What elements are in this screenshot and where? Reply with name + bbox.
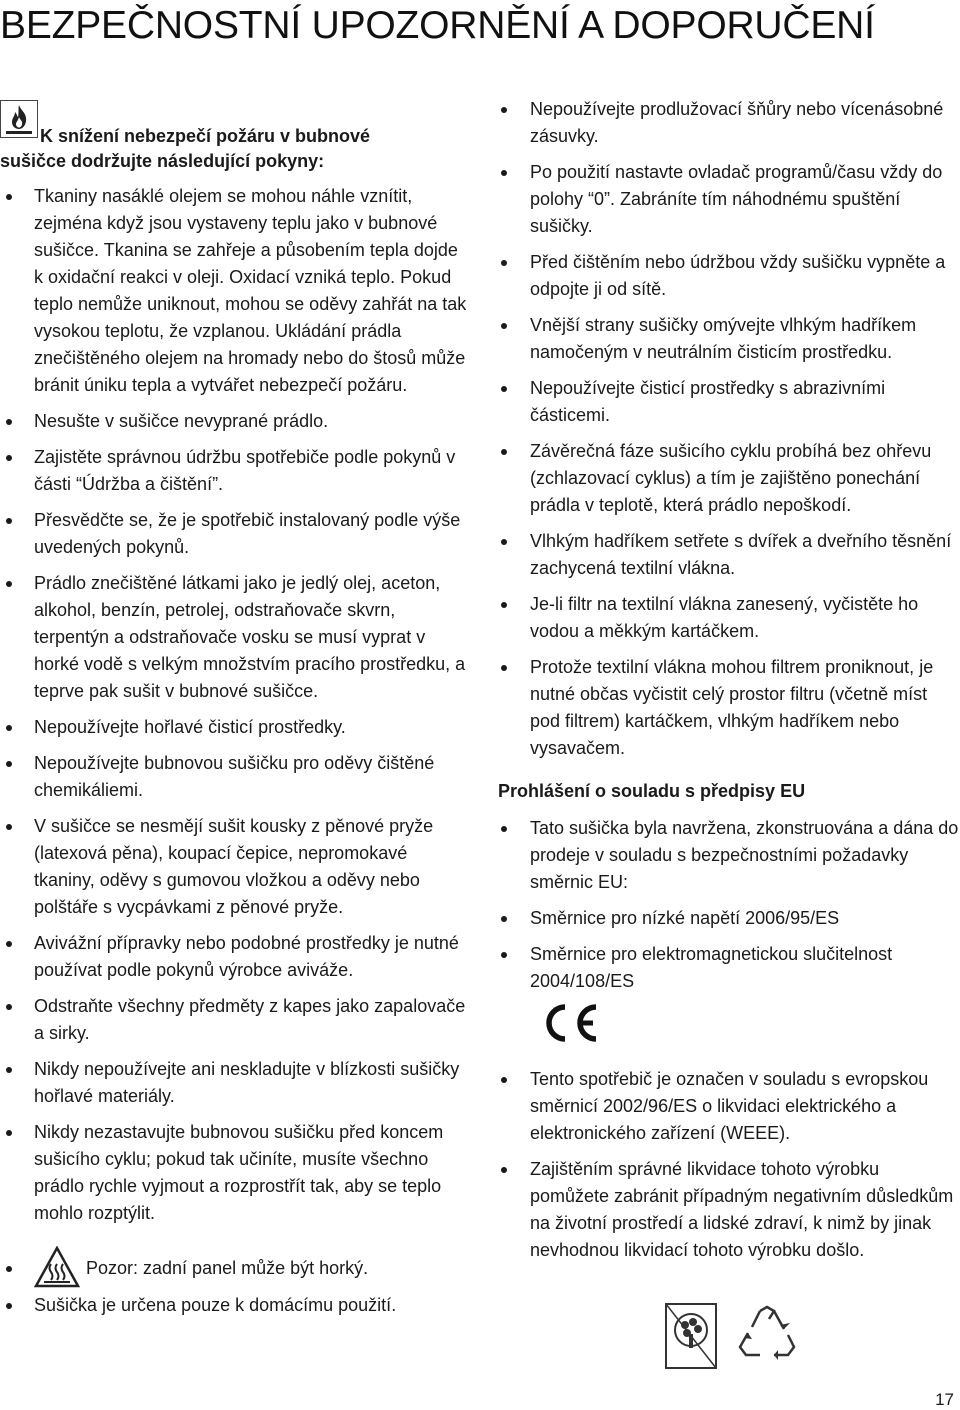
list-item: Vlhkým hadříkem setřete s dvířek a dveřního těsnění zachycená textilní vlákna. xyxy=(498,528,960,582)
list-item: Nikdy nepoužívejte ani neskladujte v blízkosti sušičky hořlavé materiály. xyxy=(0,1056,470,1110)
weee-symbol-icon xyxy=(660,1300,722,1372)
bullet-icon xyxy=(6,194,12,200)
bullet-icon xyxy=(6,725,12,731)
bullet-icon xyxy=(6,761,12,767)
bullet-icon xyxy=(6,419,12,425)
bullet-icon xyxy=(6,581,12,587)
weee-list xyxy=(498,1066,960,1273)
list-item: Směrnice pro elektromagnetickou slučitelnost 2004/108/ES xyxy=(498,941,960,995)
bullet-icon xyxy=(501,386,507,392)
hot-surface-warning-icon xyxy=(34,1246,80,1288)
ce-mark-icon xyxy=(538,999,600,1047)
eu-directives-list xyxy=(498,815,960,1004)
list-item: Po použití nastavte ovladač programů/času vždy do polohy “0”. Zabráníte tím náhodnému spuštění sušičky. xyxy=(498,159,960,240)
list-item: Tato sušička byla navržena, zkonstruována a dána do prodeje v souladu s bezpečnostními požadavky směrnic EU: xyxy=(498,815,960,896)
bullet-icon xyxy=(501,449,507,455)
list-item: Přesvědčte se, že je spotřebič instalovaný podle výše uvedených pokynů. xyxy=(0,507,470,561)
fire-heading-line1: K snížení nebezpečí požáru v bubnové xyxy=(40,126,371,146)
bullet-icon xyxy=(501,107,507,113)
list-item: V sušičce se nesmějí sušit kousky z pěnové pryže (latexová pěna), koupací čepice, nepromokavé tkaniny, oděvy s gumovou vložkou a oděvy nebo polštáře s vycpávkami z pěnové pryže. xyxy=(0,813,470,921)
list-item: Tento spotřebič je označen v souladu s evropskou směrnicí 2002/96/ES o likvidaci elektrického a elektronického zařízení (WEEE). xyxy=(498,1066,960,1147)
page-title: BEZPEČNOSTNÍ UPOZORNĚNÍ A DOPORUČENÍ xyxy=(0,4,875,47)
fire-safety-list xyxy=(0,183,470,1328)
bullet-icon xyxy=(6,1130,12,1136)
bullet-icon xyxy=(501,1077,507,1083)
bullet-icon xyxy=(501,916,507,922)
bullet-icon xyxy=(6,518,12,524)
list-item: Nikdy nezastavujte bubnovou sušičku před koncem sušicího cyklu; pokud tak učiníte, musíte všechno prádlo rychle vyjmout a rozprostřít tak, aby se teplo mohlo rozptýlit. xyxy=(0,1119,470,1227)
bullet-icon xyxy=(6,1004,12,1010)
list-item: Tkaniny nasáklé olejem se mohou náhle vznítit, zejména když jsou vystaveny teplu jako v bubnové sušičce. Tkanina se zahřeje a působením tepla dojde k oxidační reakci v oleji. Oxidací vzniká teplo. Pokud teplo nemůže uniknout, mohou se oděvy zahřát na tak vysokou teplotu, že vzplanou. Ukládání prádla znečištěného olejem na hromady nebo do štosů může bránit úniku tepla a vytvářet nebezpečí požáru. xyxy=(0,183,470,399)
page-number: 17 xyxy=(935,1390,954,1409)
list-item: Nepoužívejte prodlužovací šňůry nebo vícenásobné zásuvky. xyxy=(498,96,960,150)
list-item: Odstraňte všechny předměty z kapes jako zapalovače a sirky. xyxy=(0,993,470,1047)
bullet-icon xyxy=(501,826,507,832)
list-item: Před čištěním nebo údržbou vždy sušičku vypněte a odpojte ji od sítě. xyxy=(498,249,960,303)
list-item: Závěrečná fáze sušicího cyklu probíhá bez ohřevu (zchlazovací cyklus) a tím je zajištěno ponechání prádla v teplotě, která prádlo nepoškodí. xyxy=(498,438,960,519)
general-safety-list xyxy=(498,96,960,771)
list-item-hot-surface: Pozor: zadní panel může být horký. xyxy=(0,1255,470,1282)
bullet-icon xyxy=(501,539,507,545)
bullet-icon xyxy=(501,602,507,608)
list-item: Nepoužívejte čisticí prostředky s abrazivními částicemi. xyxy=(498,375,960,429)
list-item: Směrnice pro nízké napětí 2006/95/ES xyxy=(498,905,960,932)
list-item: Zajištěním správné likvidace tohoto výrobku pomůžete zabránit případným negativním důsledkům na životní prostředí a lidské zdraví, k nimž by jinak nevhodnou likvidací tohoto výrobku došlo. xyxy=(498,1156,960,1264)
bullet-icon xyxy=(501,1167,507,1173)
list-item: Protože textilní vlákna mohou filtrem proniknout, je nutné občas vyčistit celý prostor filtru (včetně míst pod filtrem) kartáčkem, vlhkým hadříkem nebo vysavačem. xyxy=(498,654,960,762)
list-item: Avivážní přípravky nebo podobné prostředky je nutné používat podle pokynů výrobce aviváže. xyxy=(0,930,470,984)
bullet-icon xyxy=(501,952,507,958)
eu-section-heading: Prohlášení o souladu s předpisy EU xyxy=(498,781,806,801)
list-item: Vnější strany sušičky omývejte vlhkým hadříkem namočeným v neutrálním čisticím prostředku. xyxy=(498,312,960,366)
bullet-icon xyxy=(6,1303,12,1309)
list-item: Sušička je určena pouze k domácímu použití. xyxy=(0,1292,470,1319)
fire-heading-line2: sušičce dodržujte následující pokyny: xyxy=(0,151,325,171)
bullet-icon xyxy=(6,824,12,830)
bullet-icon xyxy=(501,665,507,671)
recycling-icon xyxy=(738,1305,796,1361)
list-item: Nepoužívejte bubnovou sušičku pro oděvy čištěné chemikáliemi. xyxy=(0,750,470,804)
bullet-icon xyxy=(6,1067,12,1073)
list-item: Prádlo znečištěné látkami jako je jedlý olej, aceton, alkohol, benzín, petrolej, odstraňovače skvrn, terpentýn a odstraňovače vosku se musí vyprat v horké vodě s velkým množstvím pracího prostředku, a teprve pak sušit v bubnové sušičce. xyxy=(0,570,470,705)
bullet-icon xyxy=(6,1266,12,1272)
bullet-icon xyxy=(501,323,507,329)
bullet-icon xyxy=(501,260,507,266)
bullet-icon xyxy=(501,170,507,176)
list-item: Nesušte v sušičce nevyprané prádlo. xyxy=(0,408,470,435)
list-item: Zajistěte správnou údržbu spotřebiče podle pokynů v části “Údržba a čištění”. xyxy=(0,444,470,498)
list-item: Je-li filtr na textilní vlákna zanesený, vyčistěte ho vodou a měkkým kartáčkem. xyxy=(498,591,960,645)
fire-warning-icon xyxy=(0,100,38,138)
bullet-icon xyxy=(6,941,12,947)
list-item: Nepoužívejte hořlavé čisticí prostředky. xyxy=(0,714,470,741)
bullet-icon xyxy=(6,455,12,461)
